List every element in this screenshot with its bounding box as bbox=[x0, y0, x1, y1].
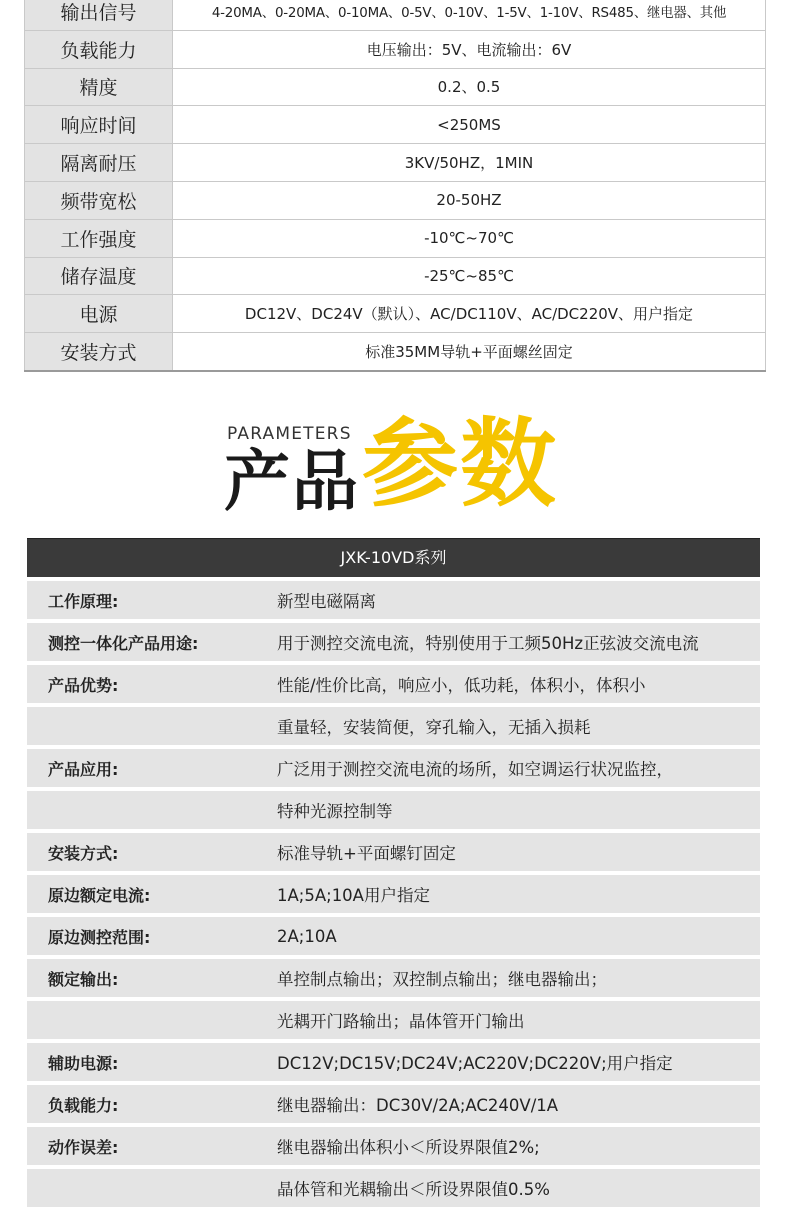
table-row bbox=[27, 623, 760, 661]
row-label: 辅助电源: bbox=[48, 1053, 119, 1073]
spec-key: 安装方式 bbox=[25, 333, 173, 371]
spec-key: 工作强度 bbox=[25, 219, 173, 257]
heading-chinese-parameters: 参数 bbox=[362, 408, 558, 520]
row-label: 测控一体化产品用途: bbox=[48, 633, 199, 653]
table-row bbox=[27, 1043, 760, 1081]
row-value: 光耦开门路输出；晶体管开门输出 bbox=[277, 1012, 525, 1031]
spec-row bbox=[25, 295, 766, 333]
spec-row bbox=[25, 68, 766, 106]
spec-row bbox=[25, 144, 766, 182]
parameter-table bbox=[27, 538, 760, 1207]
table-row bbox=[27, 833, 760, 871]
spec-row bbox=[25, 30, 766, 68]
spec-key: 响应时间 bbox=[25, 106, 173, 144]
row-value: 晶体管和光耦输出＜所设界限值0.5% bbox=[277, 1180, 550, 1199]
row-value: 新型电磁隔离 bbox=[277, 592, 376, 611]
spec-row bbox=[25, 0, 766, 30]
table-row bbox=[27, 959, 760, 997]
row-value: 广泛用于测控交流电流的场所，如空调运行状况监控， bbox=[277, 760, 673, 779]
heading-english: PARAMETERS bbox=[227, 424, 352, 444]
row-label: 额定输出: bbox=[48, 969, 119, 989]
spec-value: 3KV/50HZ，1MIN bbox=[173, 144, 766, 182]
row-label: 产品应用: bbox=[48, 759, 119, 779]
spec-value: -10℃~70℃ bbox=[173, 219, 766, 257]
row-value: 单控制点输出；双控制点输出；继电器输出； bbox=[277, 970, 607, 989]
table-row bbox=[27, 791, 760, 829]
row-label: 工作原理: bbox=[48, 591, 119, 611]
table-row bbox=[27, 707, 760, 745]
spec-row bbox=[25, 333, 766, 371]
table-row bbox=[27, 875, 760, 913]
row-value: 特种光源控制等 bbox=[277, 802, 393, 821]
row-label: 原边测控范围: bbox=[48, 927, 151, 947]
row-label: 负载能力: bbox=[48, 1095, 119, 1115]
row-value: 用于测控交流电流，特别使用于工频50Hz正弦波交流电流 bbox=[277, 634, 699, 653]
spec-key: 精度 bbox=[25, 68, 173, 106]
table-row bbox=[27, 665, 760, 703]
spec-value: <250MS bbox=[173, 106, 766, 144]
spec-key: 隔离耐压 bbox=[25, 144, 173, 182]
spec-row bbox=[25, 257, 766, 295]
spec-value: DC12V、DC24V（默认）、AC/DC110V、AC/DC220V、用户指定 bbox=[173, 295, 766, 333]
row-value: DC12V;DC15V;DC24V;AC220V;DC220V;用户指定 bbox=[277, 1054, 673, 1073]
row-value: 重量轻，安装简便，穿孔输入，无插入损耗 bbox=[277, 718, 591, 737]
table-row bbox=[27, 1169, 760, 1207]
row-label: 原边额定电流: bbox=[48, 885, 151, 905]
row-value: 性能/性价比高，响应小，低功耗，体积小，体积小 bbox=[277, 676, 646, 695]
row-value: 继电器输出体积小＜所设界限值2%; bbox=[277, 1138, 540, 1157]
spec-value: 4-20MA、0-20MA、0-10MA、0-5V、0-10V、1-5V、1-10V、RS485、继电器、其他 bbox=[173, 0, 766, 30]
row-value: 继电器输出：DC30V/2A;AC240V/1A bbox=[277, 1096, 559, 1115]
spec-value: 0.2、0.5 bbox=[173, 68, 766, 106]
table-row bbox=[27, 1085, 760, 1123]
parameter-table-title: JXK-10VD系列 bbox=[27, 538, 760, 577]
spec-row bbox=[25, 106, 766, 144]
spec-row bbox=[25, 181, 766, 219]
table-row bbox=[27, 1127, 760, 1165]
spec-value: -25℃~85℃ bbox=[173, 257, 766, 295]
spec-key: 储存温度 bbox=[25, 257, 173, 295]
row-value: 2A;10A bbox=[277, 926, 337, 946]
spec-value: 电压输出：5V、电流输出：6V bbox=[173, 30, 766, 68]
table-row bbox=[27, 917, 760, 955]
table-row bbox=[27, 1001, 760, 1039]
row-value: 1A;5A;10A用户指定 bbox=[277, 886, 430, 905]
table-row bbox=[27, 581, 760, 619]
row-value: 标准导轨+平面螺钉固定 bbox=[277, 844, 456, 863]
row-label: 动作误差: bbox=[48, 1137, 119, 1157]
spec-key: 负载能力 bbox=[25, 30, 173, 68]
spec-key: 输出信号 bbox=[25, 0, 173, 30]
spec-key: 电源 bbox=[25, 295, 173, 333]
table-row bbox=[27, 749, 760, 787]
spec-value: 20-50HZ bbox=[173, 181, 766, 219]
spec-row bbox=[25, 219, 766, 257]
row-label: 产品优势: bbox=[48, 675, 119, 695]
row-label: 安装方式: bbox=[48, 843, 119, 863]
spec-key: 频带宽松 bbox=[25, 181, 173, 219]
spec-value: 标准35MM导轨+平面螺丝固定 bbox=[173, 333, 766, 371]
heading-chinese-product: 产品 bbox=[224, 443, 360, 520]
spec-table bbox=[24, 0, 766, 372]
